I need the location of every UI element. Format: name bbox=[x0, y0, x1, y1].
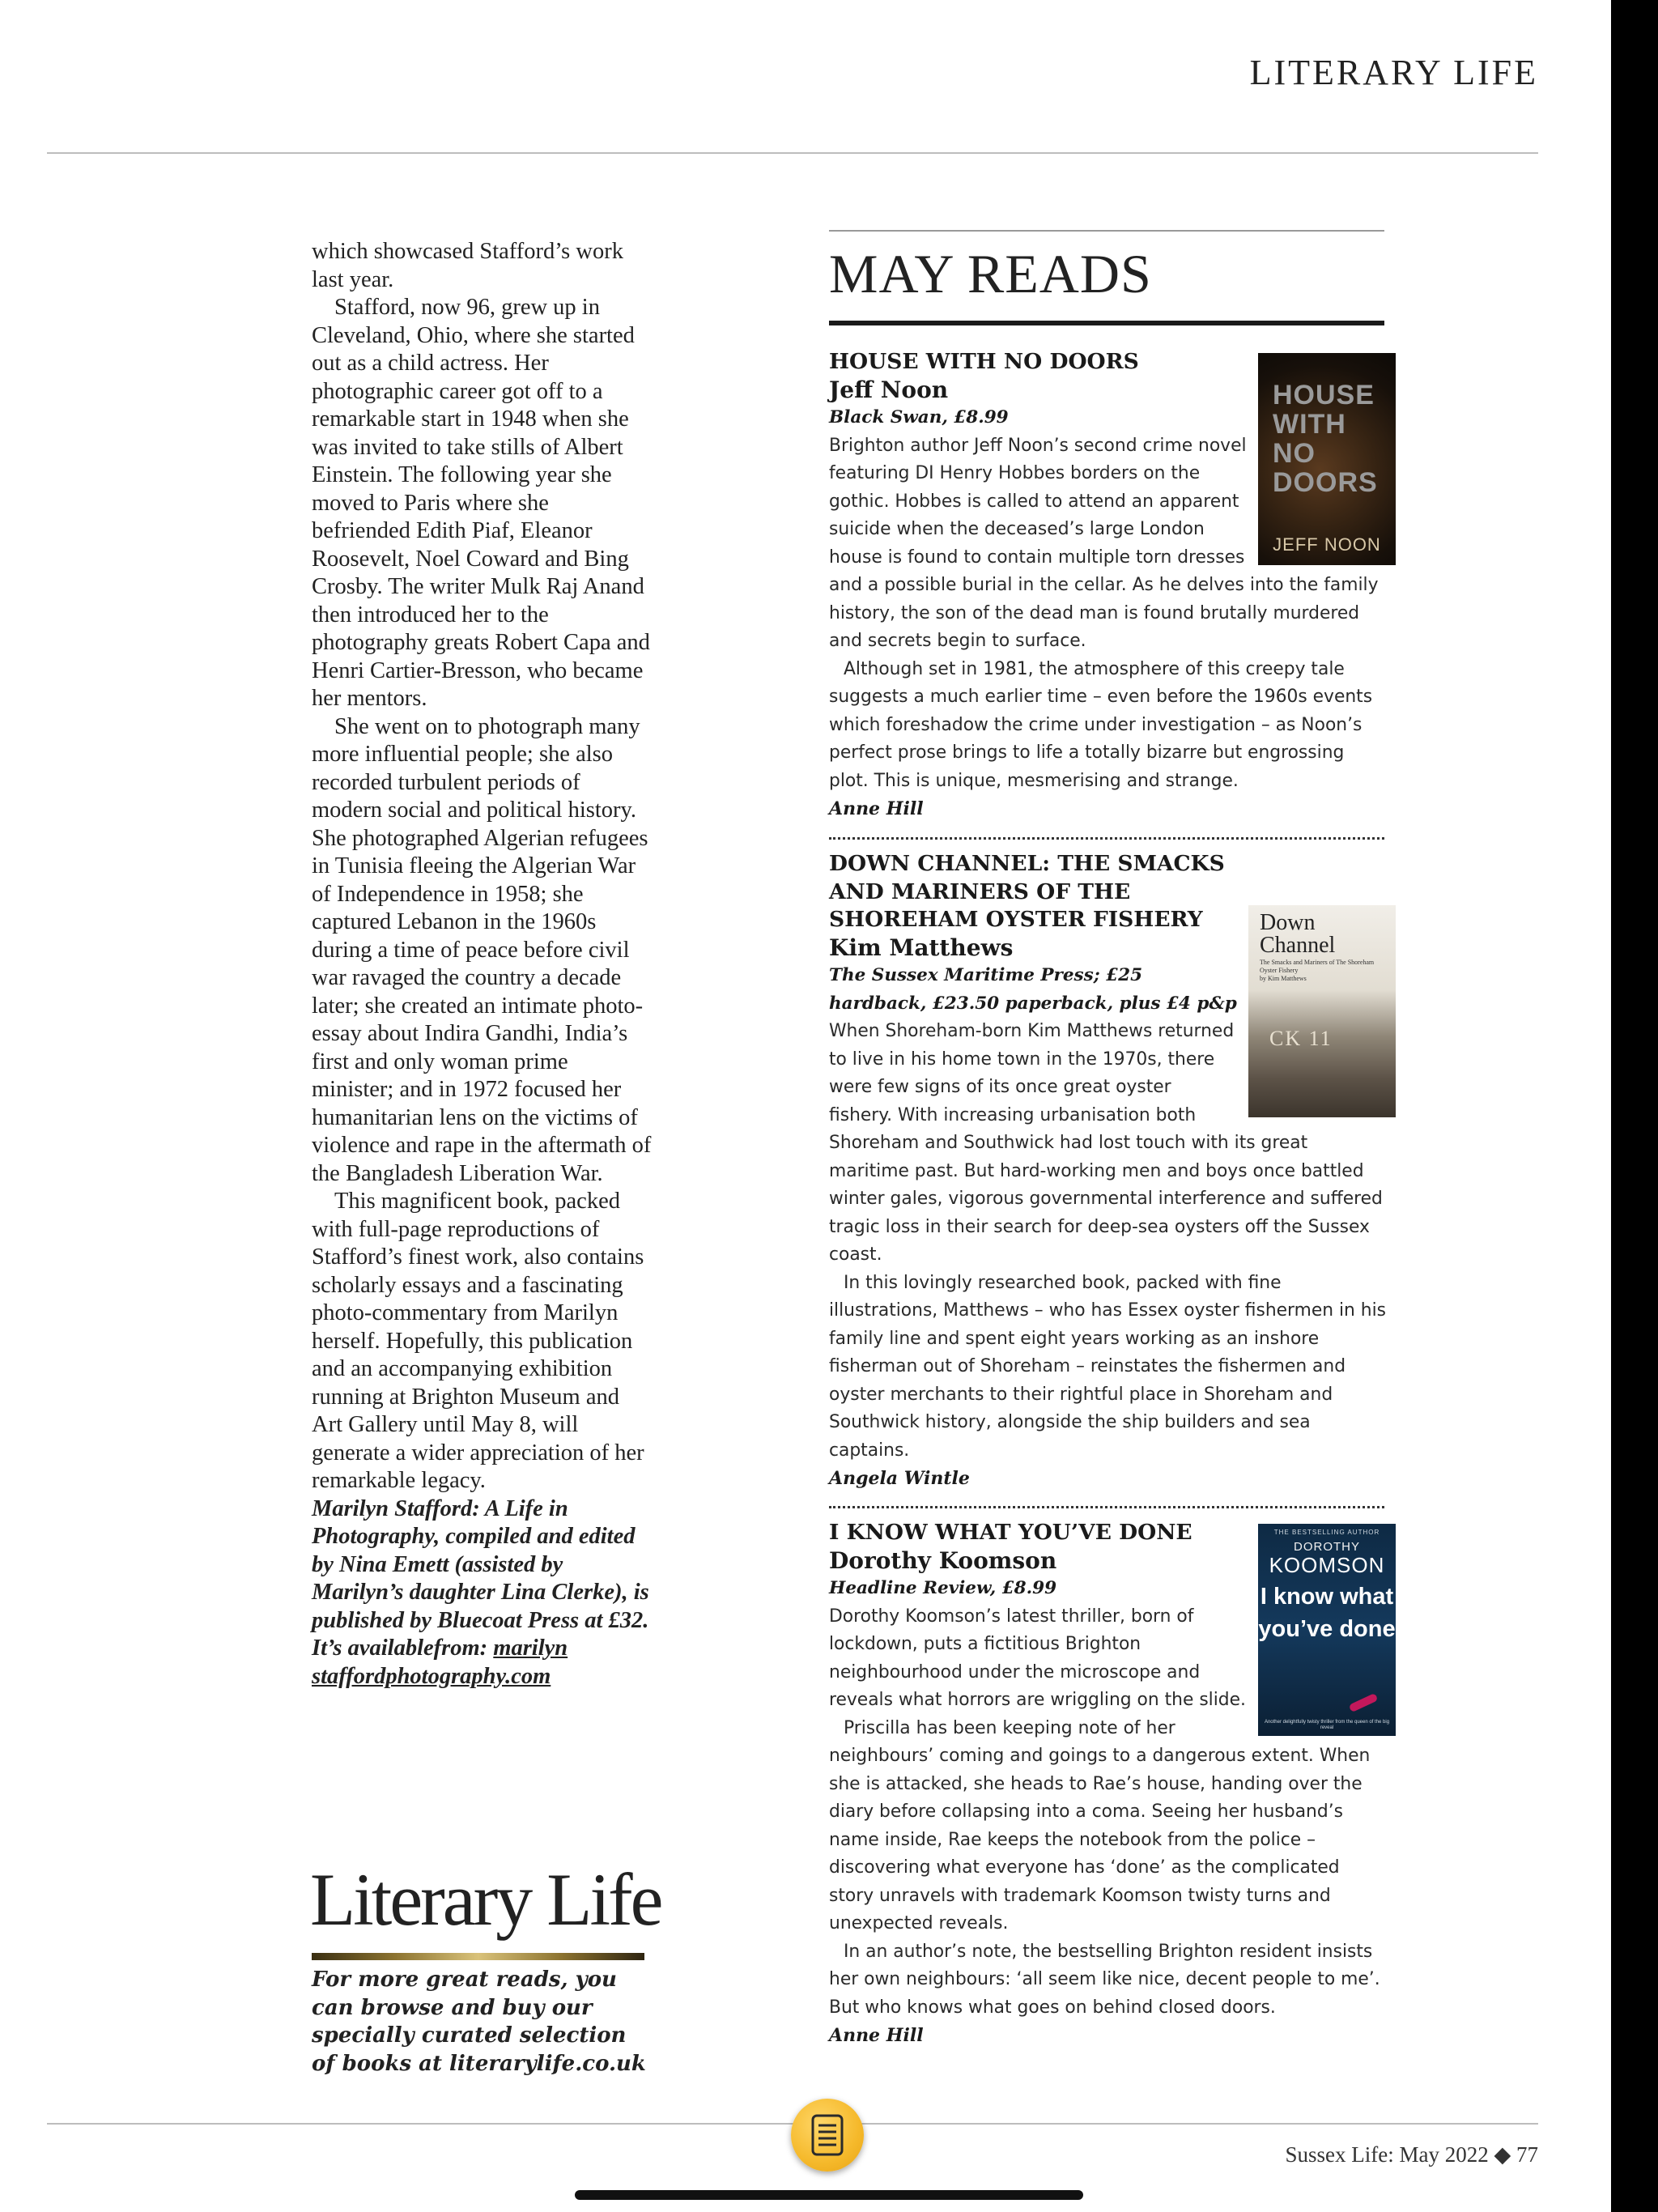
book-cover-house-with-no-doors bbox=[1258, 353, 1396, 565]
may-reads-top-rule bbox=[829, 230, 1384, 232]
website-link[interactable]: marilyn staffordphotography.com bbox=[312, 1636, 568, 1689]
book-credit-text: Marilyn Stafford: A Life in Photography, compiled and edited by Nina Emett (assisted by Marilyn’s daughter Lina Clerke), is published by Bluecoat Press at £32. bbox=[312, 1495, 649, 1633]
cover-byline: by Kim Matthews bbox=[1260, 975, 1307, 982]
cover-author: JEFF NOON bbox=[1273, 534, 1381, 555]
review-house-with-no-doors bbox=[829, 348, 1388, 823]
cover-title: HOUSE WITH NO DOORS bbox=[1273, 380, 1378, 498]
review-book-title: I KNOW WHAT YOU’VE DONE bbox=[829, 1520, 1192, 1545]
review-paragraph: When Shoreham-born Kim Matthews returned to live in his home town in the 1970s, there were few signs of its once great oyster fishery. With increasing urbanisation both Shoreham and Southwick had lost touch with its great maritime past. But hard-working men and boys once battled winter gales, vigorous governmental interference and suffered tragic loss in their search for deep-sea oysters off the Sussex coast. bbox=[829, 1021, 1383, 1265]
article-paragraph: which showcased Stafford’s work last year. bbox=[312, 239, 623, 292]
review-paragraph: In this lovingly researched book, packed with fine illustrations, Matthews – who has Essex oyster fishermen in his family line and spent eight years working as an inshore fisherman out of Shoreham – reinstates the fishermen and oyster merchants to their rightful place in Shoreham and Southwick history, alongside the ship builders and sea captains. bbox=[829, 1272, 1387, 1461]
cover-author-last: KOOMSON bbox=[1269, 1553, 1385, 1577]
section-label: LITERARY LIFE bbox=[1249, 53, 1538, 92]
review-paragraph: Brighton author Jeff Noon’s second crime novel featuring DI Henry Hobbes borders on the gothic. Hobbes is called to attend an apparent suicide when the deceased’s large London house is found to contain multiple torn dresses and a possible burial in the cellar. As he delves into the family history, the son of the dead man is found brutally murdered and secrets begin to surface. bbox=[829, 435, 1379, 651]
cover-tagline: THE BESTSELLING AUTHOR bbox=[1273, 1529, 1380, 1536]
cover-title: Down Channel bbox=[1260, 910, 1336, 958]
review-paragraph: Dorothy Koomson’s latest thriller, born of lockdown, puts a fictitious Brighton neighbourhood under the microscope and reveals what horrors are wriggling on the slide. bbox=[829, 1606, 1246, 1710]
review-book-author: Dorothy Koomson bbox=[829, 1546, 1057, 1574]
review-separator bbox=[829, 1506, 1384, 1508]
book-cover-i-know-what-youve-done bbox=[1258, 1524, 1396, 1736]
article-paragraph: This magnificent book, packed with full-page reproductions of Stafford’s finest work, also contains scholarly essays and a fascinating photo-commentary from Marilyn herself. Hopefully, this publication and an accompanying exhibition running at Brighton Museum and Art Gallery until May 8, will generate a wider appreciation of her remarkable legacy. bbox=[312, 1189, 644, 1493]
review-reviewer: Anne Hill bbox=[829, 798, 924, 819]
literary-life-logo: Literary Life bbox=[310, 1858, 661, 1941]
review-paragraph: Although set in 1981, the atmosphere of this creepy tale suggests a much earlier time – even before the 1960s events which foreshadow the crime under investigation – as Noon’s perfect prose brings to life a totally bizarre but engrossing plot. This is unique, mesmerising and strange. bbox=[829, 658, 1373, 791]
cover-title: I know what you’ve done bbox=[1258, 1584, 1396, 1642]
review-book-title: DOWN CHANNEL: THE SMACKS AND MARINERS OF THE SHOREHAM OYSTER FISHERY bbox=[829, 851, 1225, 932]
article-list-button[interactable] bbox=[791, 2099, 864, 2172]
review-reviewer: Anne Hill bbox=[829, 2025, 924, 2046]
stafford-article-column bbox=[312, 238, 652, 1691]
review-book-author: Kim Matthews bbox=[829, 934, 1014, 961]
page-footer-credit: Sussex Life: May 2022 ◆ 77 bbox=[1285, 2142, 1538, 2167]
book-cover-down-channel bbox=[1248, 905, 1396, 1117]
cover-boat-mark: CK 11 bbox=[1269, 1027, 1333, 1050]
cover-blurb: Another delightfully twisty thriller from the queen of the big reveal bbox=[1264, 1720, 1390, 1730]
review-i-know-what-youve-done bbox=[829, 1519, 1396, 2050]
review-book-title: HOUSE WITH NO DOORS bbox=[829, 349, 1139, 374]
availability-label: It’s availablefrom: bbox=[312, 1636, 494, 1661]
cover-author-first: DOROTHY bbox=[1294, 1540, 1360, 1554]
review-paragraph: Priscilla has been keeping note of her neighbours’ coming and goings to a dangerous extent. When she is attacked, she heads to Rae’s house, handing over the diary before collapsing into a coma. Seeing her husband’s name inside, Rae keeps the notebook from the police – discovering what everyone has ‘done’ as the complicated story unravels with trademark Koomson twisty turns and unexpected reveals. bbox=[829, 1717, 1371, 1933]
may-reads-title-rule bbox=[829, 321, 1384, 325]
gold-divider-bar bbox=[312, 1953, 644, 1960]
review-publisher: Black Swan, £8.99 bbox=[829, 407, 1009, 428]
review-paragraph: In an author’s note, the bestselling Brighton resident insists her own neighbours: ‘all seem like nice, decent people to me’. But who knows what goes on behind closed doors. bbox=[829, 1941, 1380, 2018]
review-reviewer: Angela Wintle bbox=[829, 1468, 970, 1489]
may-reads-title: MAY READS bbox=[829, 243, 1152, 304]
top-divider bbox=[47, 152, 1538, 154]
literary-life-promo: For more great reads, you can browse and buy our specially curated selection of books at literarylife.co.uk bbox=[312, 1967, 646, 2076]
review-book-author: Jeff Noon bbox=[829, 376, 949, 403]
book-credit bbox=[312, 1495, 652, 1691]
article-paragraph: Stafford, now 96, grew up in Cleveland, Ohio, where she started out as a child actress. Her photographic career got off to a remarkable start in 1948 when she was invited to take stills of Albert Einstein. The following year she moved to Paris where she befriended Edith Piaf, Eleanor Roosevelt, Noel Coward and Bing Crosby. The writer Mulk Raj Anand then introduced her to the photography greats Robert Capa and Henri Cartier-Bresson, who became her mentors. bbox=[312, 295, 650, 711]
review-separator bbox=[829, 837, 1384, 840]
cover-subtitle-text: The Smacks and Mariners of The Shoreham Oyster Fishery bbox=[1260, 959, 1375, 974]
review-publisher: The Sussex Maritime Press; £25 hardback, £23.50 paperback, plus £4 p&p bbox=[829, 965, 1237, 1014]
review-publisher: Headline Review, £8.99 bbox=[829, 1578, 1057, 1598]
review-down-channel bbox=[829, 850, 1388, 1493]
document-icon bbox=[808, 2112, 847, 2158]
cover-subtitle bbox=[1260, 959, 1389, 983]
home-indicator[interactable] bbox=[575, 2190, 1083, 2200]
stiletto-icon bbox=[1349, 1693, 1379, 1712]
article-paragraph: She went on to photograph many more influential people; she also recorded turbulent periods of modern social and political history. She photographed Algerian refugees in Tunisia fleeing the Algerian War of Independence in 1958; she captured Lebanon in the 1960s during a time of peace before civil war ravaged the country a decade later; she created an intimate photo-essay about Indira Gandhi, India’s first and only woman prime minister; and in 1972 focused her humanitarian lens on the victims of violence and rape in the aftermath of the Bangladesh Liberation War. bbox=[312, 713, 652, 1186]
